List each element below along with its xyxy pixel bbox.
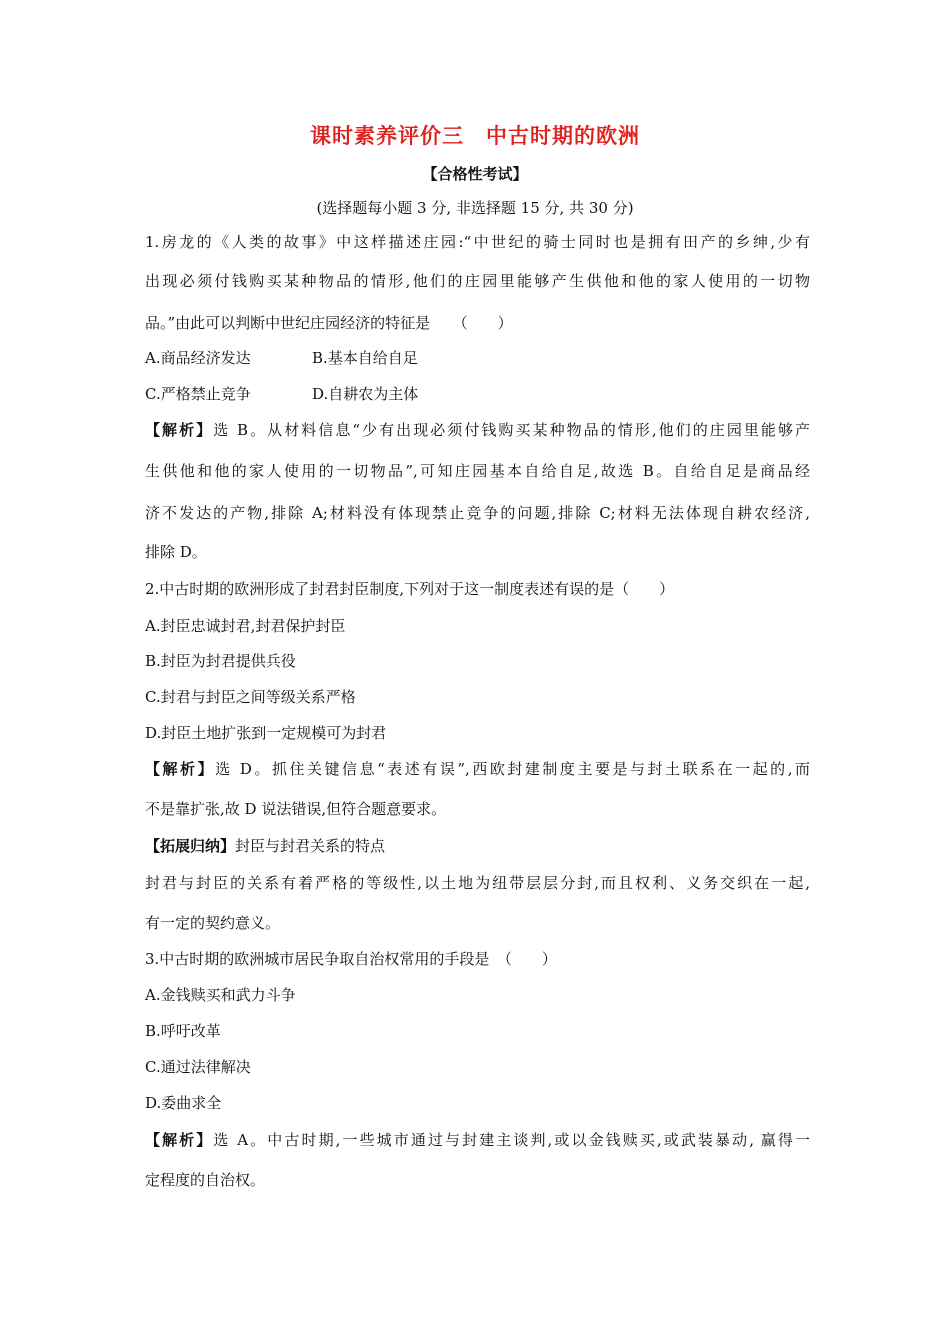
q1-analysis-line-1	[145, 420, 810, 440]
q1-analysis-line-3: 济不发达的产物,排除 A;材料没有体现禁止竞争的问题,排除 C;材料无法体现自耕农经济,	[145, 504, 810, 522]
q3-option-d: D.委曲求全	[145, 1094, 222, 1112]
q2-option-d: D.封臣土地扩张到一定规模可为封君	[145, 724, 387, 742]
q2-analysis-text-1: 选 D。抓住关键信息“表述有误”,西欧封建制度主要是与封土联系在一起的,而	[215, 760, 810, 778]
q1-analysis-line-2: 生供他和他的家人使用的一切物品”,可知庄园基本自给自足,故选 B。自给自足是商品经	[145, 462, 810, 480]
q1-option-c: C.严格禁止竞争	[145, 385, 251, 403]
q2-option-b: B.封臣为封君提供兵役	[145, 652, 296, 670]
q1-option-b: B.基本自给自足	[312, 349, 418, 367]
q2-analysis-tag: 【解析】	[145, 760, 216, 778]
q3-analysis-line-2: 定程度的自治权。	[145, 1171, 266, 1189]
q2-extension-title: 封臣与封君关系的特点	[235, 837, 386, 855]
q2-option-a: A.封臣忠诚封君,封君保护封臣	[145, 617, 346, 635]
q2-option-c: C.封君与封臣之间等级关系严格	[145, 688, 356, 706]
q1-option-d: D.自耕农为主体	[312, 385, 419, 403]
q3-analysis-tag: 【解析】	[145, 1131, 214, 1149]
q2-extension-heading	[145, 836, 385, 856]
q3-option-b: B.呼吁改革	[145, 1022, 221, 1040]
q2-extension-line-2: 有一定的契约意义。	[145, 914, 281, 932]
q1-stem-line-1: 1.房龙的《人类的故事》中这样描述庄园:“中世纪的骑士同时也是拥有田产的乡绅,少有	[145, 233, 810, 251]
section-heading: 【合格性考试】	[422, 165, 528, 183]
q3-option-a: A.金钱赎买和武力斗争	[145, 986, 296, 1004]
q2-extension-tag: 【拓展归纳】	[145, 837, 236, 855]
q3-stem: 3.中古时期的欧洲城市居民争取自治权常用的手段是 （ ）	[145, 950, 557, 968]
q3-analysis-text-1: 选 A。中古时期,一些城市通过与封建主谈判,或以金钱赎买,或武装暴动, 赢得一	[213, 1131, 810, 1149]
q2-analysis-line-1	[145, 759, 810, 779]
q2-stem: 2.中古时期的欧洲形成了封君封臣制度,下列对于这一制度表述有误的是（ ）	[145, 580, 675, 598]
q1-analysis-tag: 【解析】	[145, 421, 214, 439]
q1-analysis-line-4: 排除 D。	[145, 543, 207, 561]
q1-option-a: A.商品经济发达	[145, 349, 251, 367]
q1-stem-line-3: 品。”由此可以判断中世纪庄园经济的特征是 （ ）	[145, 314, 513, 332]
scoring-note: (选择题每小题 3 分, 非选择题 15 分, 共 30 分)	[316, 199, 634, 217]
q1-analysis-text-1: 选 B。从材料信息“少有出现必须付钱购买某种物品的情形,他们的庄园里能够产	[213, 421, 810, 439]
q2-extension-line-1: 封君与封臣的关系有着严格的等级性,以土地为纽带层层分封,而且权利、义务交织在一起,	[145, 874, 810, 892]
q1-stem-line-2: 出现必须付钱购买某种物品的情形,他们的庄园里能够产生供他和他的家人使用的一切物	[145, 272, 810, 290]
q3-option-c: C.通过法律解决	[145, 1058, 251, 1076]
page-title: 课时素养评价三 中古时期的欧洲	[310, 123, 640, 148]
q3-analysis-line-1	[145, 1130, 810, 1150]
q2-analysis-line-2: 不是靠扩张,故 D 说法错误,但符合题意要求。	[145, 800, 447, 818]
